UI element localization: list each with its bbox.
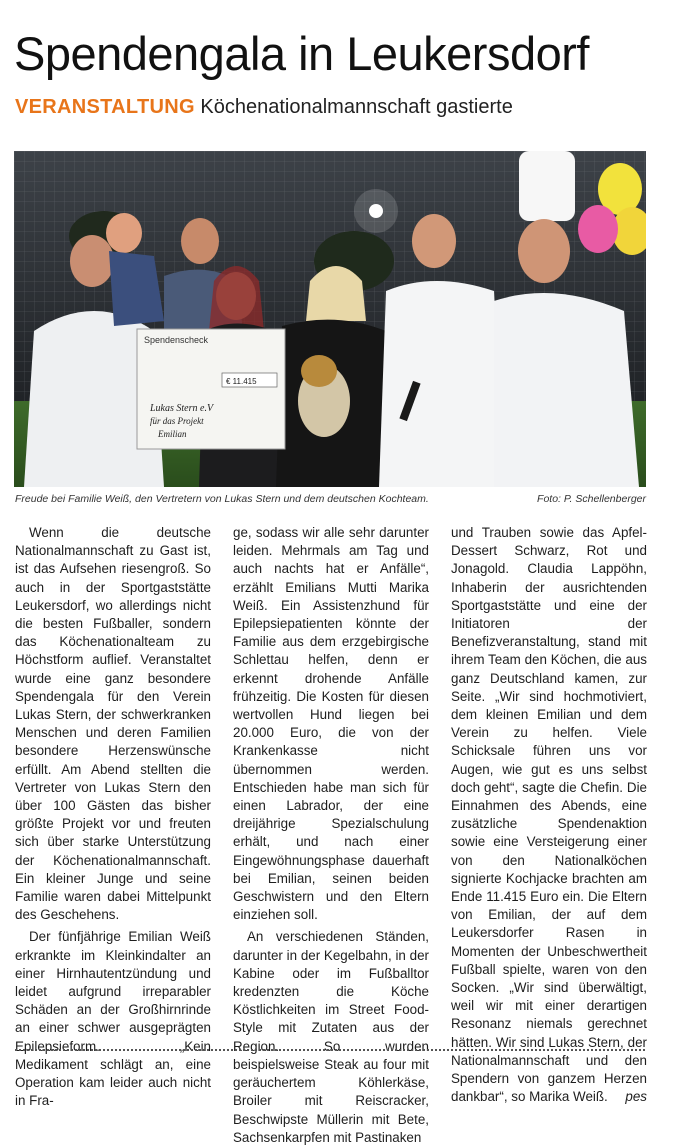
column-2 — [233, 524, 429, 1147]
article-body — [15, 524, 647, 1145]
check-amount: € 11.415 — [226, 377, 257, 386]
photo-illustration — [14, 151, 646, 487]
article-photo — [14, 151, 646, 487]
check-purpose: für das Projekt — [150, 416, 204, 426]
subtitle: Köchenationalmannschaft gastierte — [200, 96, 513, 118]
check-title: Spendenscheck — [144, 335, 209, 345]
paragraph: Wenn die deutsche Nationalmannschaft zu Gast ist, ist das Aufsehen riesengroß. So auch in der Sportgaststätte Leukersdorf, wo allerdings nicht die besten Fußballer, sondern das Köchenationalteam zu Höchstform auflief. Veranstaltet wurde eine ganz besondere Spendengala für den Verein Lukas Stern, der schwerkranken Menschen und deren Familien besondere Herzenswünsche erfüllt. Am Abend stellten die Vertreter von Lukas Stern den über 100 Gästen das bisher größte Projekt vor und freuten sich über starke Unterstützung der Köchenationalmannschaft. Ein kleiner Junge und seine Familie waren dabei Mittelpunkt des Geschehens. — [15, 525, 211, 923]
column-3 — [451, 524, 647, 1107]
paragraph — [451, 524, 647, 1107]
author-initials: pes — [625, 1089, 647, 1105]
paragraph: An verschiedenen Ständen, darunter in der Kegelbahn, in der Kabine oder im Fußballtor kredenzten die Köche Köstlichkeiten im Street Food-Style mit Zutaten aus der Region. So wurden beispielsweise Steak au four mit geräuchertem Köhlerkäse, Broiler mit Reiscracker, Beschwipste Müllerin mit Bete, Sachsenkarpfen mit Pastinaken — [233, 929, 429, 1145]
dotted-divider — [15, 1049, 645, 1051]
headline: Spendengala in Leukersdorf — [14, 27, 589, 80]
check-name: Emilian — [158, 429, 187, 439]
column-1 — [15, 524, 211, 1111]
photo-credit: Foto: P. Schellenberger — [537, 493, 646, 505]
subline — [15, 95, 513, 119]
kicker: VERANSTALTUNG — [15, 96, 195, 118]
paragraph: Der fünfjährige Emilian Weiß erkrankte im Kleinkindalter an einer Hirnhautentzündung und leidet aufgrund irreparabler Schäden an der Großhirnrinde an einer schwer ausgeprägten Epilepsieform. „Kein Medikament schlägt an, eine Operation kam leider auch nicht in Fra- — [15, 929, 211, 1109]
photo-caption-row — [15, 492, 646, 506]
check-recipient: Lukas Stern e.V — [150, 403, 214, 414]
paragraph-text: und Trauben sowie das Apfel-Dessert Schwarz, Rot und Jonagold. Claudia Lappöhn, Inhaberin der ausrichtenden Sportgaststätte und eine der Initiatoren der Benefizveranstaltung, stand mit ihrem Team den Köchen, die aus ganz Deutschland kamen, zur Seite. „Wir sind hochmotiviert, dem kleinen Emilian und dem Verein zu helfen. Viele Schicksale führen uns vor Augen, wie gut es uns selbst doch geht“, sagte die Chefin. Die Einnahmen des Abends, eine zusätzliche Spendenaktion sowie eine Versteigerung einer von den Nationalköchen signierte Kochjacke brachten am Ende 11.415 Euro ein. Die Eltern von Emilian, der auf dem Leukersdorfer Rasen in Momenten der Unbeschwertheit Fußball spielte, waren von den Socken. „Wir sind überwältigt, weil wir mit einer derartigen Resonanz niemals gerechnet hätten. Wir sind Lukas Stern, der Nationalmannschaft und den Spendern von ganzem Herzen dankbar“, so Marika Weiß. — [451, 525, 647, 1105]
paragraph: ge, sodass wir alle sehr darunter leiden. Mehrmals am Tag und auch nachts hat er Anfälle“, erzählt Emilians Mutti Marika Weiß. Ein Assistenzhund für Epilepsiepatienten könnte der Familie aus dem erzgebirgische Schlettau helfen, denn er erkennt drohende Anfälle frühzeitig. Die Kosten für diesen wertvollen Hund liegen bei 20.000 Euro, die von der Krankenkasse nicht übernommen werden. Entschieden habe man sich für einen Labrador, der eine dreijährige Spezialschulung erhält, und nach einer Eingewöhnungsphase dauerhaft bei Emilian, seinen beiden Geschwistern und den Eltern einziehen soll. — [233, 525, 429, 923]
photo-caption: Freude bei Familie Weiß, den Vertretern von Lukas Stern und dem deutschen Kochteam. — [15, 493, 429, 505]
